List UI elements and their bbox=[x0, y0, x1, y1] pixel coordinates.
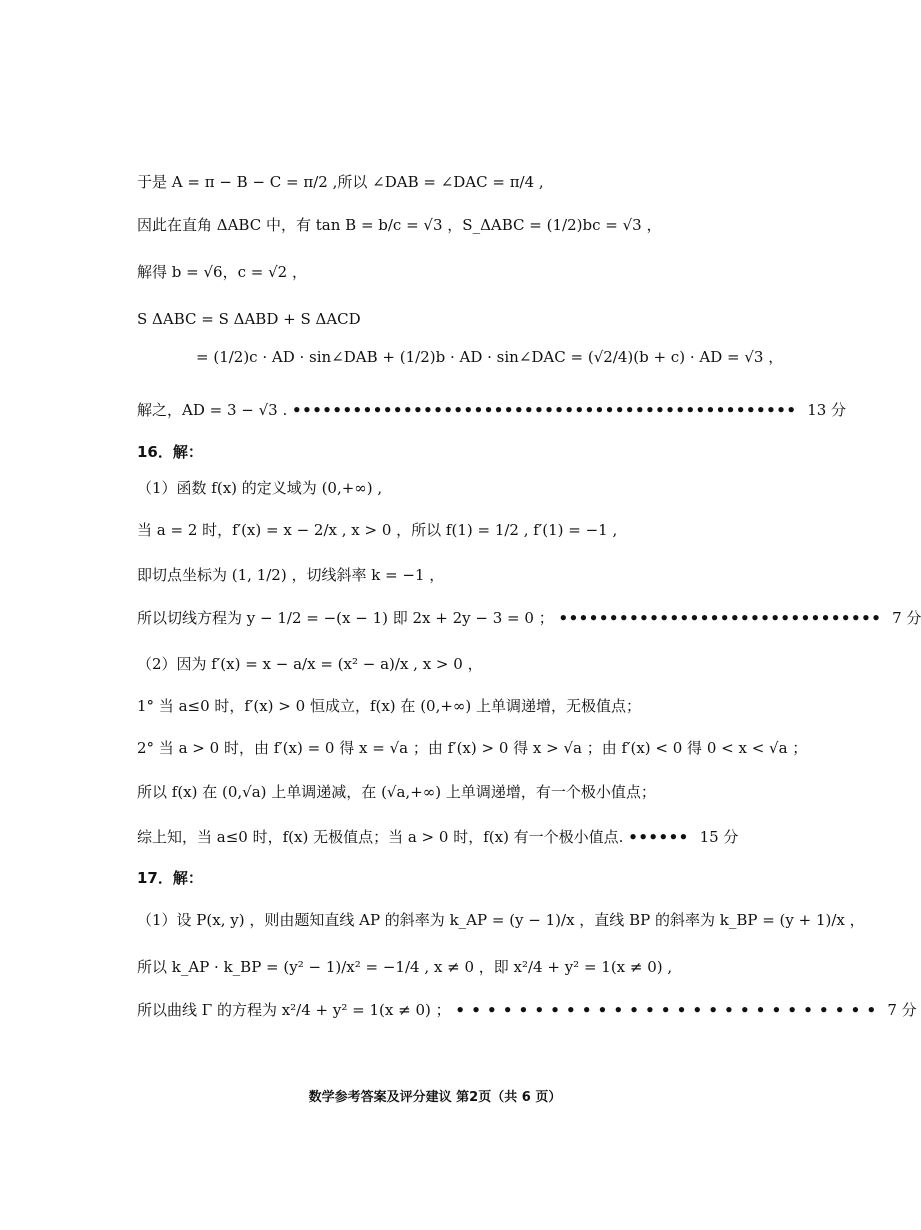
line-16: （1）设 P(x, y) ，则由题知直线 AP 的斜率为 k_AP = (y − 1)/x ，直线 BP 的斜率为 k_BP = (y + 1)/x ， bbox=[137, 911, 865, 929]
line-5: = (1/2)c · AD · sin∠DAB + (1/2)b · AD · sin∠DAC = (√2/4)(b + c) · AD = √3 ， bbox=[196, 348, 784, 366]
line-14: 所以 f(x) 在 (0,√a) 上单调递减，在 (√a,+∞) 上单调递增，有一个极小值点； bbox=[137, 783, 656, 801]
line-15 bbox=[137, 827, 738, 847]
line-11: （2）因为 f′(x) = x − a/x = (x² − a)/x , x > 0 ， bbox=[137, 655, 483, 673]
line-15-score: 15 分 bbox=[699, 828, 739, 846]
line-10-text: 所以切线方程为 y − 1/2 = −(x − 1) 即 2x + 2y − 3 = 0 ； bbox=[137, 609, 554, 627]
page-footer: 数学参考答案及评分建议 第2页（共 6 页） bbox=[308, 1090, 562, 1105]
line-10 bbox=[137, 608, 921, 628]
heading-17: 17．解： bbox=[137, 869, 203, 887]
line-12: 1° 当 a≤0 时，f′(x) > 0 恒成立，f(x) 在 (0,+∞) 上单调递增，无极值点； bbox=[137, 697, 642, 715]
line-3: 解得 b = √6，c = √2 ， bbox=[137, 263, 307, 281]
line-6-score: 13 分 bbox=[807, 401, 847, 419]
line-18-dots: • • • • • • • • • • • • • • • • • • • • • • • • • • • bbox=[455, 1001, 877, 1019]
line-10-dots: •••••••••••••••••••••••••••••••• bbox=[558, 609, 882, 627]
line-6 bbox=[137, 400, 846, 420]
line-1: 于是 A = π − B − C = π/2 ,所以 ∠DAB = ∠DAC = π/4 , bbox=[137, 173, 544, 191]
line-9: 即切点坐标为 (1, 1/2) ，切线斜率 k = −1 ， bbox=[137, 566, 445, 584]
line-4: S ΔABC = S ΔABD + S ΔACD bbox=[137, 310, 361, 328]
line-15-dots: •••••• bbox=[628, 828, 689, 846]
line-13: 2° 当 a > 0 时，由 f′(x) = 0 得 x = √a ；由 f′(x) > 0 得 x > √a ；由 f′(x) < 0 得 0 < x < √a ； bbox=[137, 739, 808, 757]
line-2: 因此在直角 ΔABC 中，有 tan B = b/c = √3 ，S_ΔABC = (1/2)bc = √3 ， bbox=[137, 216, 662, 234]
line-6-text: 解之，AD = 3 − √3 . bbox=[137, 401, 288, 419]
line-7: （1）函数 f(x) 的定义域为 (0,+∞) , bbox=[137, 479, 383, 497]
line-15-text: 综上知，当 a≤0 时，f(x) 无极值点；当 a > 0 时，f(x) 有一个极小值点. bbox=[137, 828, 624, 846]
line-8: 当 a = 2 时，f′(x) = x − 2/x , x > 0 ，所以 f(1) = 1/2 , f′(1) = −1 , bbox=[137, 521, 618, 539]
line-18-score: 7 分 bbox=[887, 1001, 917, 1019]
line-10-score: 7 分 bbox=[892, 609, 921, 627]
line-18-text: 所以曲线 Γ 的方程为 x²/4 + y² = 1(x ≠ 0) ； bbox=[137, 1001, 451, 1019]
line-18 bbox=[137, 1000, 917, 1020]
line-17: 所以 k_AP · k_BP = (y² − 1)/x² = −1/4 , x ≠ 0 ，即 x²/4 + y² = 1(x ≠ 0) , bbox=[137, 958, 673, 976]
heading-16: 16．解： bbox=[137, 443, 203, 461]
line-6-dots: •••••••••••••••••••••••••••••••••••••••••••••••••• bbox=[292, 401, 797, 419]
